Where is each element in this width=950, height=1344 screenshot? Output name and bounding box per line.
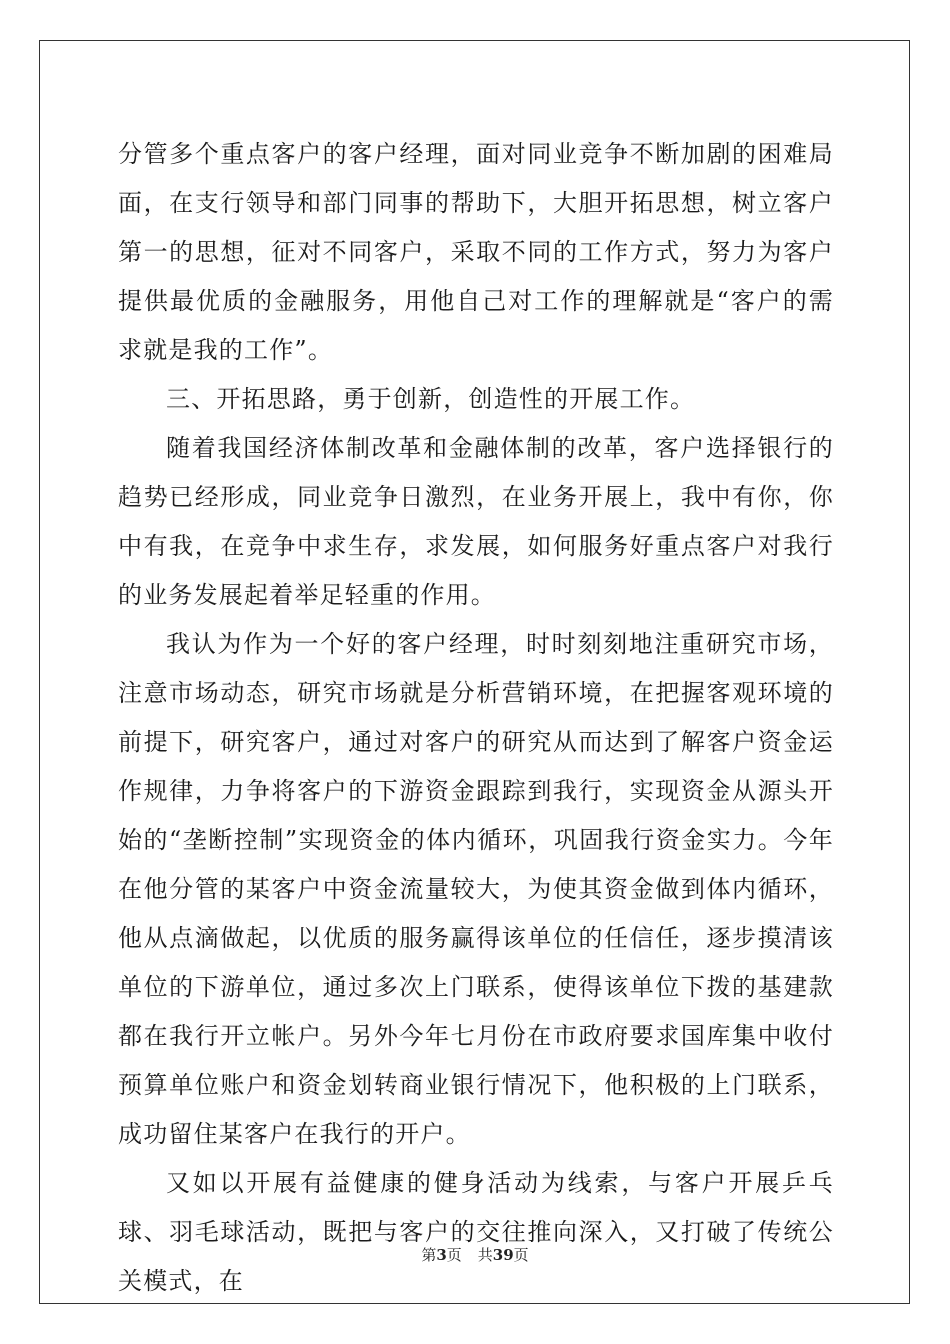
total-suffix: 页 [513,1246,529,1264]
paragraph: 又如以开展有益健康的健身活动为线索，与客户开展乒乓球、羽毛球活动，既把与客户的交往推向深入，又打破了传统公关模式，在 [118,1169,834,1295]
page-prefix: 第 [421,1246,437,1264]
document-body [118,130,834,1306]
page-suffix: 页 [446,1246,462,1264]
total-prefix: 共 [477,1246,493,1264]
page-footer [0,1244,950,1265]
paragraph: 随着我国经济体制改革和金融体制的改革，客户选择银行的趋势已经形成，同业竞争日激烈，在业务开展上，我中有你，你中有我，在竞争中求生存，求发展，如何服务好重点客户对我行的业务发展起着举足轻重的作用。 [118,434,834,609]
total-pages: 39 [492,1246,514,1264]
page-number: 3 [436,1246,447,1264]
paragraph: 分管多个重点客户的客户经理，面对同业竞争不断加剧的困难局面，在支行领导和部门同事的帮助下，大胆开拓思想，树立客户第一的思想，征对不同客户，采取不同的工作方式，努力为客户提供最优质的金融服务，用他自己对工作的理解就是“客户的需求就是我的工作”。 [118,140,834,364]
paragraph: 我认为作为一个好的客户经理，时时刻刻地注重研究市场，注意市场动态，研究市场就是分析营销环境，在把握客观环境的前提下，研究客户，通过对客户的研究从而达到了解客户资金运作规律，力争将客户的下游资金跟踪到我行，实现资金从源头开始的“垄断控制”实现资金的体内循环，巩固我行资金实力。今年在他分管的某客户中资金流量较大，为使其资金做到体内循环，他从点滴做起，以优质的服务赢得该单位的任信任，逐步摸清该单位的下游单位，通过多次上门联系，使得该单位下拨的基建款都在我行开立帐户。另外今年七月份在市政府要求国库集中收付预算单位账户和资金划转商业银行情况下，他积极的上门联系，成功留住某客户在我行的开户。 [118,630,834,1148]
section-heading: 三、开拓思路，勇于创新，创造性的开展工作。 [166,385,696,413]
